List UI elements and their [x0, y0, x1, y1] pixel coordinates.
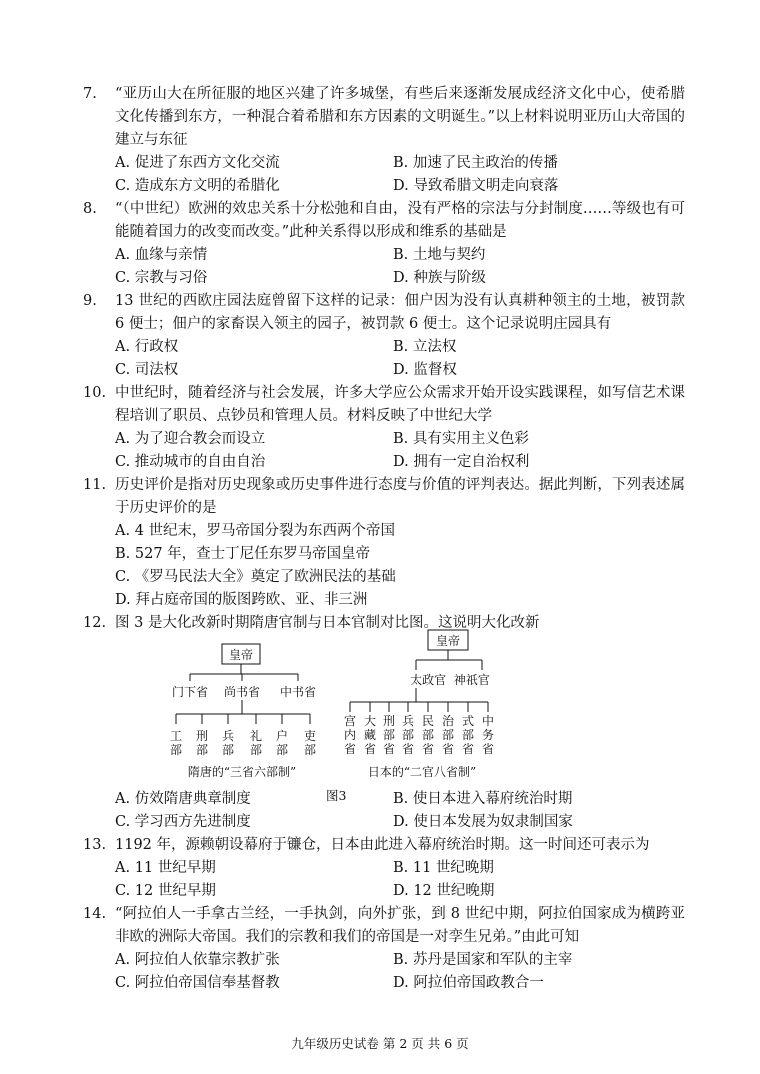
option-b: B. 使日本进入幕府统治时期 — [393, 791, 573, 807]
question-text: 中世纪时，随着经济与社会发展，许多大学应公众需求开始开设实践课程，如写信艺术课程培训了职员、点钞员和管理人员。材料反映了中世纪大学 — [115, 385, 685, 424]
dept-label: 中务省 — [481, 714, 495, 756]
question-text: “亚历山大在所征服的地区兴建了许多城堡，有些后来逐渐发展成经济文化中心，使希腊文化传播到东方，一种混合着希腊和东方因素的文明诞生。”以上材料说明亚历山大帝国的建立与东征 — [115, 86, 685, 148]
dept-label: 吏部 — [303, 729, 317, 757]
question-text: “（中世纪）欧洲的效忠关系十分松弛和自由，没有严格的宗法与分封制度……等级也有可能随着国力的改变而改变。”此种关系得以形成和维系的基础是 — [115, 201, 685, 240]
option-b: B. 具有实用主义色彩 — [393, 431, 529, 447]
option-c: C. 推动城市的自由自治 — [115, 454, 266, 470]
dept-label: 刑部 — [195, 729, 209, 757]
option-b: B. 立法权 — [393, 339, 457, 355]
sui-departments — [170, 728, 316, 757]
figure-caption: 图3 — [326, 788, 347, 803]
question-number: 7. — [83, 86, 97, 102]
dept-label: 治部省 — [441, 714, 455, 756]
question-text: 图 3 是大化改新时期隋唐官制与日本官制对比图。这说明大化改新 — [115, 615, 540, 631]
option-b: B. 527 年，查士丁尼任东罗马帝国皇帝 — [115, 546, 371, 562]
option-b: B. 苏丹是国家和军队的主宰 — [393, 952, 573, 968]
dept-label: 民部省 — [421, 714, 435, 756]
option-a: A. 促进了东西方文化交流 — [115, 155, 280, 171]
option-a: A. 行政权 — [115, 339, 179, 355]
sui-caption: 隋唐的“三省六部制” — [187, 765, 297, 779]
option-a: A. 血缘与亲情 — [115, 247, 208, 263]
dept-label: 宫内省 — [343, 714, 357, 756]
question-number: 10. — [83, 385, 107, 401]
option-c: C. 12 世纪早期 — [115, 883, 216, 899]
question-number: 13. — [83, 837, 107, 853]
ministry-shangshu: 尚书省 — [223, 685, 261, 699]
ministry-zhongshu: 中书省 — [279, 685, 317, 699]
option-d: D. 监督权 — [393, 362, 457, 378]
dept-label: 工部 — [169, 729, 183, 757]
option-d: D. 使日本发展为奴隶制国家 — [393, 814, 573, 830]
sui-emperor-label: 皇帝 — [228, 648, 254, 662]
option-c: C. 司法权 — [115, 362, 179, 378]
option-c: C. 宗教与习俗 — [115, 270, 208, 286]
japan-caption: 日本的“二官八省制” — [367, 765, 477, 779]
japan-emperor-label: 皇帝 — [435, 634, 461, 648]
option-a: A. 阿拉伯人依靠宗教扩张 — [115, 952, 280, 968]
question-text: 13 世纪的西欧庄园法庭曾留下这样的记录：佃户因为没有认真耕种领主的土地，被罚款 6 便士；佃户的家畜误入领主的园子，被罚款 6 便士。这个记录说明庄园具有 — [115, 293, 685, 332]
dept-label: 式部省 — [461, 714, 475, 756]
question-number: 8. — [83, 201, 97, 217]
option-d: D. 导致希腊文明走向衰落 — [393, 178, 559, 194]
option-b: B. 11 世纪晚期 — [393, 860, 494, 876]
option-d: D. 拜占庭帝国的版图跨欧、亚、非三洲 — [115, 592, 368, 608]
option-c: C. 学习西方先进制度 — [115, 814, 251, 830]
option-d: D. 阿拉伯帝国政教合一 — [393, 975, 544, 991]
question-text: “阿拉伯人一手拿古兰经，一手执剑，向外扩张，到 8 世纪中期，阿拉伯国家成为横跨亚非欧的洲际大帝国。我们的宗教和我们的帝国是一对孪生兄弟。”由此可知 — [115, 906, 685, 945]
option-a: A. 4 世纪末，罗马帝国分裂为东西两个帝国 — [115, 523, 396, 539]
question-number: 11. — [83, 477, 107, 493]
option-b: B. 加速了民主政治的传播 — [393, 155, 558, 171]
option-a: A. 为了迎合教会而设立 — [115, 431, 266, 447]
japan-chart — [350, 630, 488, 712]
page-footer: 九年级历史试卷 第 2 页 共 6 页 — [291, 1036, 469, 1051]
question-number: 14. — [83, 906, 107, 922]
option-a: A. 11 世纪早期 — [115, 860, 216, 876]
dept-label: 兵部省 — [401, 714, 415, 756]
option-d: D. 拥有一定自治权利 — [393, 454, 530, 470]
japan-departments — [344, 713, 494, 756]
ministry-menxia: 门下省 — [171, 685, 209, 699]
dept-label: 大藏省 — [363, 714, 377, 756]
question-number: 9. — [83, 293, 97, 309]
option-c: C. 阿拉伯帝国信奉基督教 — [115, 975, 280, 991]
dept-label: 兵部 — [221, 729, 235, 757]
option-d: D. 种族与阶级 — [393, 270, 486, 286]
figure-3-diagram — [160, 628, 510, 792]
option-c: C. 《罗马民法大全》奠定了欧洲民法的基础 — [115, 569, 396, 585]
japan-two-offices: 太政官 神祇官 — [410, 673, 490, 687]
dept-label: 刑部省 — [382, 714, 396, 756]
option-c: C. 造成东方文明的希腊化 — [115, 178, 280, 194]
option-a: A. 仿效隋唐典章制度 — [115, 791, 251, 807]
question-text: 历史评价是指对历史现象或历史事件进行态度与价值的评判表达。据此判断，下列表述属于历史评价的是 — [115, 477, 685, 516]
dept-label: 礼部 — [249, 729, 263, 757]
question-text: 1192 年，源赖朝设幕府于镰仓，日本由此进入幕府统治时期。这一时间还可表示为 — [115, 837, 650, 853]
option-b: B. 土地与契约 — [393, 247, 486, 263]
dept-label: 户部 — [275, 729, 289, 757]
question-number: 12. — [83, 615, 107, 631]
option-d: D. 12 世纪晚期 — [393, 883, 495, 899]
